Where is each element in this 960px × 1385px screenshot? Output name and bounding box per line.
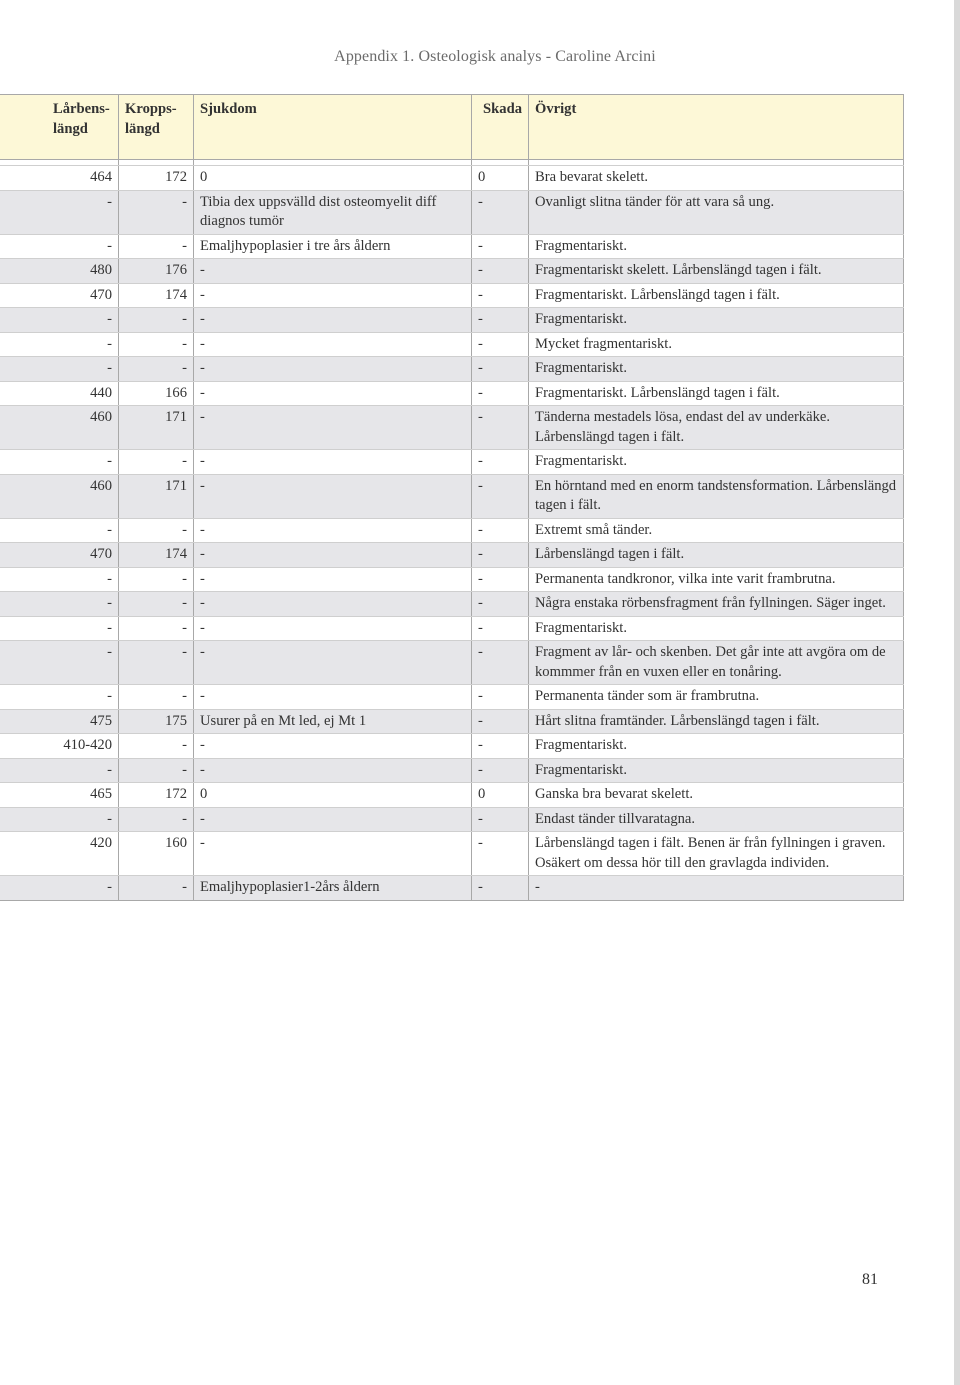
cell-kroppslangd: - [119,734,194,759]
table-row [0,543,904,568]
cell-larbenslangd: 480 [0,259,119,284]
cell-larbenslangd: - [0,332,119,357]
cell-ovrigt: Fragmentariskt. [529,234,904,259]
cell-sjukdom: - [194,567,472,592]
cell-ovrigt: Fragmentariskt. [529,616,904,641]
cell-kroppslangd: 174 [119,283,194,308]
cell-larbenslangd: - [0,616,119,641]
cell-sjukdom: - [194,758,472,783]
table-row [0,685,904,710]
cell-skada: - [472,709,529,734]
page-edge [954,0,960,1385]
cell-kroppslangd: - [119,234,194,259]
cell-kroppslangd: - [119,758,194,783]
table-row [0,332,904,357]
cell-sjukdom: - [194,641,472,685]
cell-sjukdom: - [194,543,472,568]
table-row [0,234,904,259]
cell-sjukdom: - [194,357,472,382]
table-row [0,190,904,234]
cell-kroppslangd: - [119,357,194,382]
cell-skada: - [472,641,529,685]
cell-kroppslangd: 160 [119,832,194,876]
cell-kroppslangd: 166 [119,381,194,406]
table-row [0,406,904,450]
cell-kroppslangd: - [119,876,194,901]
table-row [0,592,904,617]
cell-sjukdom: - [194,832,472,876]
header-kroppslangd-label: Kropps- längd [125,101,177,137]
header-ovrigt: Övrigt [529,95,904,160]
cell-larbenslangd: 464 [0,166,119,191]
cell-larbenslangd: - [0,357,119,382]
cell-larbenslangd: - [0,190,119,234]
cell-larbenslangd: 460 [0,406,119,450]
cell-ovrigt: Permanenta tandkronor, vilka inte varit frambrutna. [529,567,904,592]
cell-larbenslangd: 410-420 [0,734,119,759]
cell-ovrigt: Fragmentariskt. [529,308,904,333]
cell-kroppslangd: - [119,592,194,617]
cell-sjukdom: Usurer på en Mt led, ej Mt 1 [194,709,472,734]
cell-larbenslangd: 475 [0,709,119,734]
cell-kroppslangd: - [119,567,194,592]
cell-ovrigt: Fragmentariskt. [529,450,904,475]
cell-skada: - [472,308,529,333]
cell-ovrigt: Fragmentariskt. Lårbenslängd tagen i fält. [529,283,904,308]
cell-larbenslangd: - [0,592,119,617]
cell-larbenslangd: 465 [0,783,119,808]
table-row [0,357,904,382]
cell-skada: - [472,234,529,259]
cell-sjukdom: 0 [194,783,472,808]
cell-sjukdom: Emaljhypoplasier i tre års åldern [194,234,472,259]
osteology-table [0,94,904,901]
cell-kroppslangd: - [119,807,194,832]
cell-ovrigt: En hörntand med en enorm tandstensformation. Lårbenslängd tagen i fält. [529,474,904,518]
cell-ovrigt: Fragmentariskt. Lårbenslängd tagen i fält. [529,381,904,406]
cell-larbenslangd: - [0,308,119,333]
cell-skada: - [472,685,529,710]
table-row [0,876,904,901]
cell-skada: - [472,758,529,783]
cell-sjukdom: Emaljhypoplasier1-2års åldern [194,876,472,901]
table-row [0,308,904,333]
cell-ovrigt: Mycket fragmentariskt. [529,332,904,357]
cell-kroppslangd: 171 [119,406,194,450]
cell-sjukdom: - [194,474,472,518]
cell-skada: - [472,876,529,901]
cell-ovrigt: Hårt slitna framtänder. Lårbenslängd tagen i fält. [529,709,904,734]
cell-ovrigt: Fragment av lår- och skenben. Det går inte att avgöra om de kommmer från en vuxen eller en tonåring. [529,641,904,685]
cell-sjukdom: - [194,381,472,406]
cell-larbenslangd: - [0,450,119,475]
cell-skada: - [472,734,529,759]
table-row [0,807,904,832]
cell-sjukdom: - [194,807,472,832]
cell-sjukdom: - [194,734,472,759]
cell-ovrigt: Fragmentariskt. [529,357,904,382]
cell-ovrigt: Extremt små tänder. [529,518,904,543]
table-row [0,283,904,308]
cell-skada: - [472,518,529,543]
cell-ovrigt: Lårbenslängd tagen i fält. Benen är från fyllningen i graven. Osäkert om dessa hör till den gravlagda individen. [529,832,904,876]
cell-sjukdom: - [194,616,472,641]
cell-sjukdom: - [194,592,472,617]
cell-larbenslangd: 470 [0,543,119,568]
cell-larbenslangd: 420 [0,832,119,876]
cell-skada: - [472,832,529,876]
cell-skada: - [472,190,529,234]
table-row [0,641,904,685]
cell-sjukdom: - [194,518,472,543]
cell-kroppslangd: - [119,450,194,475]
cell-skada: - [472,592,529,617]
cell-kroppslangd: - [119,518,194,543]
cell-ovrigt: Fragmentariskt. [529,758,904,783]
cell-kroppslangd: 172 [119,166,194,191]
cell-ovrigt: Permanenta tänder som är frambrutna. [529,685,904,710]
cell-kroppslangd: 171 [119,474,194,518]
table-row [0,567,904,592]
cell-skada: - [472,567,529,592]
cell-skada: - [472,406,529,450]
cell-skada: - [472,357,529,382]
cell-kroppslangd: - [119,190,194,234]
table-row [0,166,904,191]
cell-skada: 0 [472,166,529,191]
table-row [0,518,904,543]
cell-kroppslangd: - [119,685,194,710]
cell-ovrigt: Ganska bra bevarat skelett. [529,783,904,808]
table-body [0,160,904,901]
cell-sjukdom: - [194,308,472,333]
header-skada: Skada [472,95,529,160]
table-row [0,709,904,734]
cell-larbenslangd: - [0,685,119,710]
table-row [0,783,904,808]
cell-sjukdom: - [194,450,472,475]
cell-skada: - [472,259,529,284]
table-row [0,758,904,783]
header-larbenslangd-label: Lårbens- längd [53,101,110,137]
cell-kroppslangd: 175 [119,709,194,734]
table-row [0,832,904,876]
cell-larbenslangd: - [0,234,119,259]
cell-skada: - [472,543,529,568]
cell-kroppslangd: 172 [119,783,194,808]
cell-ovrigt: Tänderna mestadels lösa, endast del av underkäke. Lårbenslängd tagen i fält. [529,406,904,450]
table-row [0,734,904,759]
cell-larbenslangd: - [0,518,119,543]
cell-ovrigt: - [529,876,904,901]
cell-sjukdom: - [194,406,472,450]
table-row [0,474,904,518]
page-number: 81 [862,1271,878,1288]
cell-ovrigt: Lårbenslängd tagen i fält. [529,543,904,568]
header-larbenslangd [0,95,119,160]
cell-skada: - [472,450,529,475]
cell-skada: - [472,381,529,406]
cell-ovrigt: Fragmentariskt skelett. Lårbenslängd tagen i fält. [529,259,904,284]
cell-larbenslangd: - [0,641,119,685]
cell-ovrigt: Ovanligt slitna tänder för att vara så ung. [529,190,904,234]
cell-ovrigt: Bra bevarat skelett. [529,166,904,191]
table-row [0,450,904,475]
cell-sjukdom: - [194,283,472,308]
table-row [0,381,904,406]
cell-skada: - [472,283,529,308]
cell-kroppslangd: 176 [119,259,194,284]
cell-sjukdom: - [194,685,472,710]
cell-ovrigt: Endast tänder tillvaratagna. [529,807,904,832]
cell-ovrigt: Fragmentariskt. [529,734,904,759]
cell-ovrigt: Några enstaka rörbensfragment från fyllningen. Säger inget. [529,592,904,617]
cell-larbenslangd: - [0,567,119,592]
cell-skada: - [472,807,529,832]
cell-kroppslangd: 174 [119,543,194,568]
cell-sjukdom: - [194,332,472,357]
running-header: Appendix 1. Osteologisk analys - Caroline Arcini [334,48,656,65]
cell-kroppslangd: - [119,308,194,333]
cell-larbenslangd: 440 [0,381,119,406]
cell-skada: - [472,474,529,518]
cell-skada: 0 [472,783,529,808]
table-header-row [0,95,904,160]
cell-larbenslangd: - [0,876,119,901]
cell-kroppslangd: - [119,332,194,357]
header-kroppslangd [119,95,194,160]
cell-skada: - [472,332,529,357]
cell-sjukdom: 0 [194,166,472,191]
cell-larbenslangd: 460 [0,474,119,518]
cell-skada: - [472,616,529,641]
cell-kroppslangd: - [119,616,194,641]
table-row [0,259,904,284]
header-sjukdom: Sjukdom [194,95,472,160]
cell-larbenslangd: - [0,807,119,832]
cell-kroppslangd: - [119,641,194,685]
cell-larbenslangd: - [0,758,119,783]
cell-larbenslangd: 470 [0,283,119,308]
table-row [0,616,904,641]
cell-sjukdom: Tibia dex uppsvälld dist osteomyelit diff diagnos tumör [194,190,472,234]
cell-sjukdom: - [194,259,472,284]
